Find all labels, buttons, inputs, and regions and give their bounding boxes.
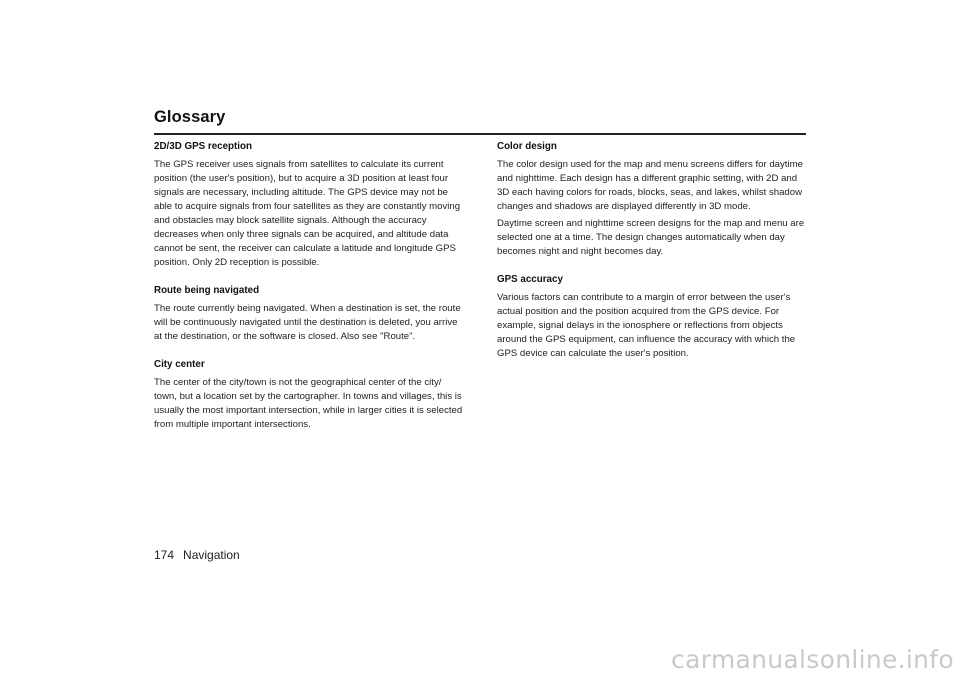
glossary-entry — [154, 285, 464, 344]
glossary-entry — [154, 141, 464, 270]
right-column — [497, 141, 807, 376]
entry-definition: Various factors can contribute to a margin of error between the user's actual position and the position acquired from the GPS device. For example, signal delays in the ionosphere or reflections from objects around the GPS equipment, can influence the accuracy with which the GPS device can calculate the user's position. — [497, 292, 796, 359]
page-title: Glossary — [154, 108, 226, 126]
section-name: Navigation — [183, 548, 240, 562]
glossary-entry — [154, 359, 464, 432]
entry-definition: The GPS receiver uses signals from satellites to calculate its current position (the user's position), but to acquire a 3D position at least four signals are necessary, including altitude. The GPS device may not be able to acquire signals from four satellites as they are constantly moving and obstacles may block satellite signals. Although the accuracy decreases when only three signals can be acquired, and altitude data cannot be sent, the receiver can calculate a latitude and longitude GPS position. Only 2D reception is possible. — [154, 159, 461, 268]
glossary-entry — [497, 141, 807, 259]
entry-term: GPS accuracy — [497, 274, 563, 285]
entry-term: Route being navigated — [154, 285, 260, 296]
entry-definition: The color design used for the map and menu screens differs for daytime and nighttime. Each design has a different graphic setting, with 2D and 3D each having colors for roads, blocks, seas, and lakes, whilst shadow changes and shadows are displayed differently in 3D mode. — [497, 159, 803, 212]
entry-definition: The route currently being navigated. When a destination is set, the route will be continuously navigated until the destination is deleted, you arrive at the destination, or the software is closed. Also see "Route". — [154, 303, 461, 342]
watermark-text: carmanualsonline.info — [671, 645, 954, 674]
entry-definition: Daytime screen and nighttime screen designs for the map and menu are selected one at a time. The design changes automatically when day becomes night and night becomes day. — [497, 218, 805, 257]
entry-term: City center — [154, 359, 205, 370]
left-column — [154, 141, 464, 447]
title-divider — [154, 133, 806, 135]
glossary-entry — [497, 274, 807, 361]
page-footer — [154, 548, 240, 562]
entry-term: Color design — [497, 141, 557, 152]
page-number: 174 — [154, 548, 175, 562]
entry-term: 2D/3D GPS reception — [154, 141, 252, 152]
entry-definition: The center of the city/town is not the geographical center of the city/ town, but a location set by the cartographer. In towns and villages, this is usually the most important intersection, while in larger cities it is selected from multiple important intersections. — [154, 377, 463, 430]
